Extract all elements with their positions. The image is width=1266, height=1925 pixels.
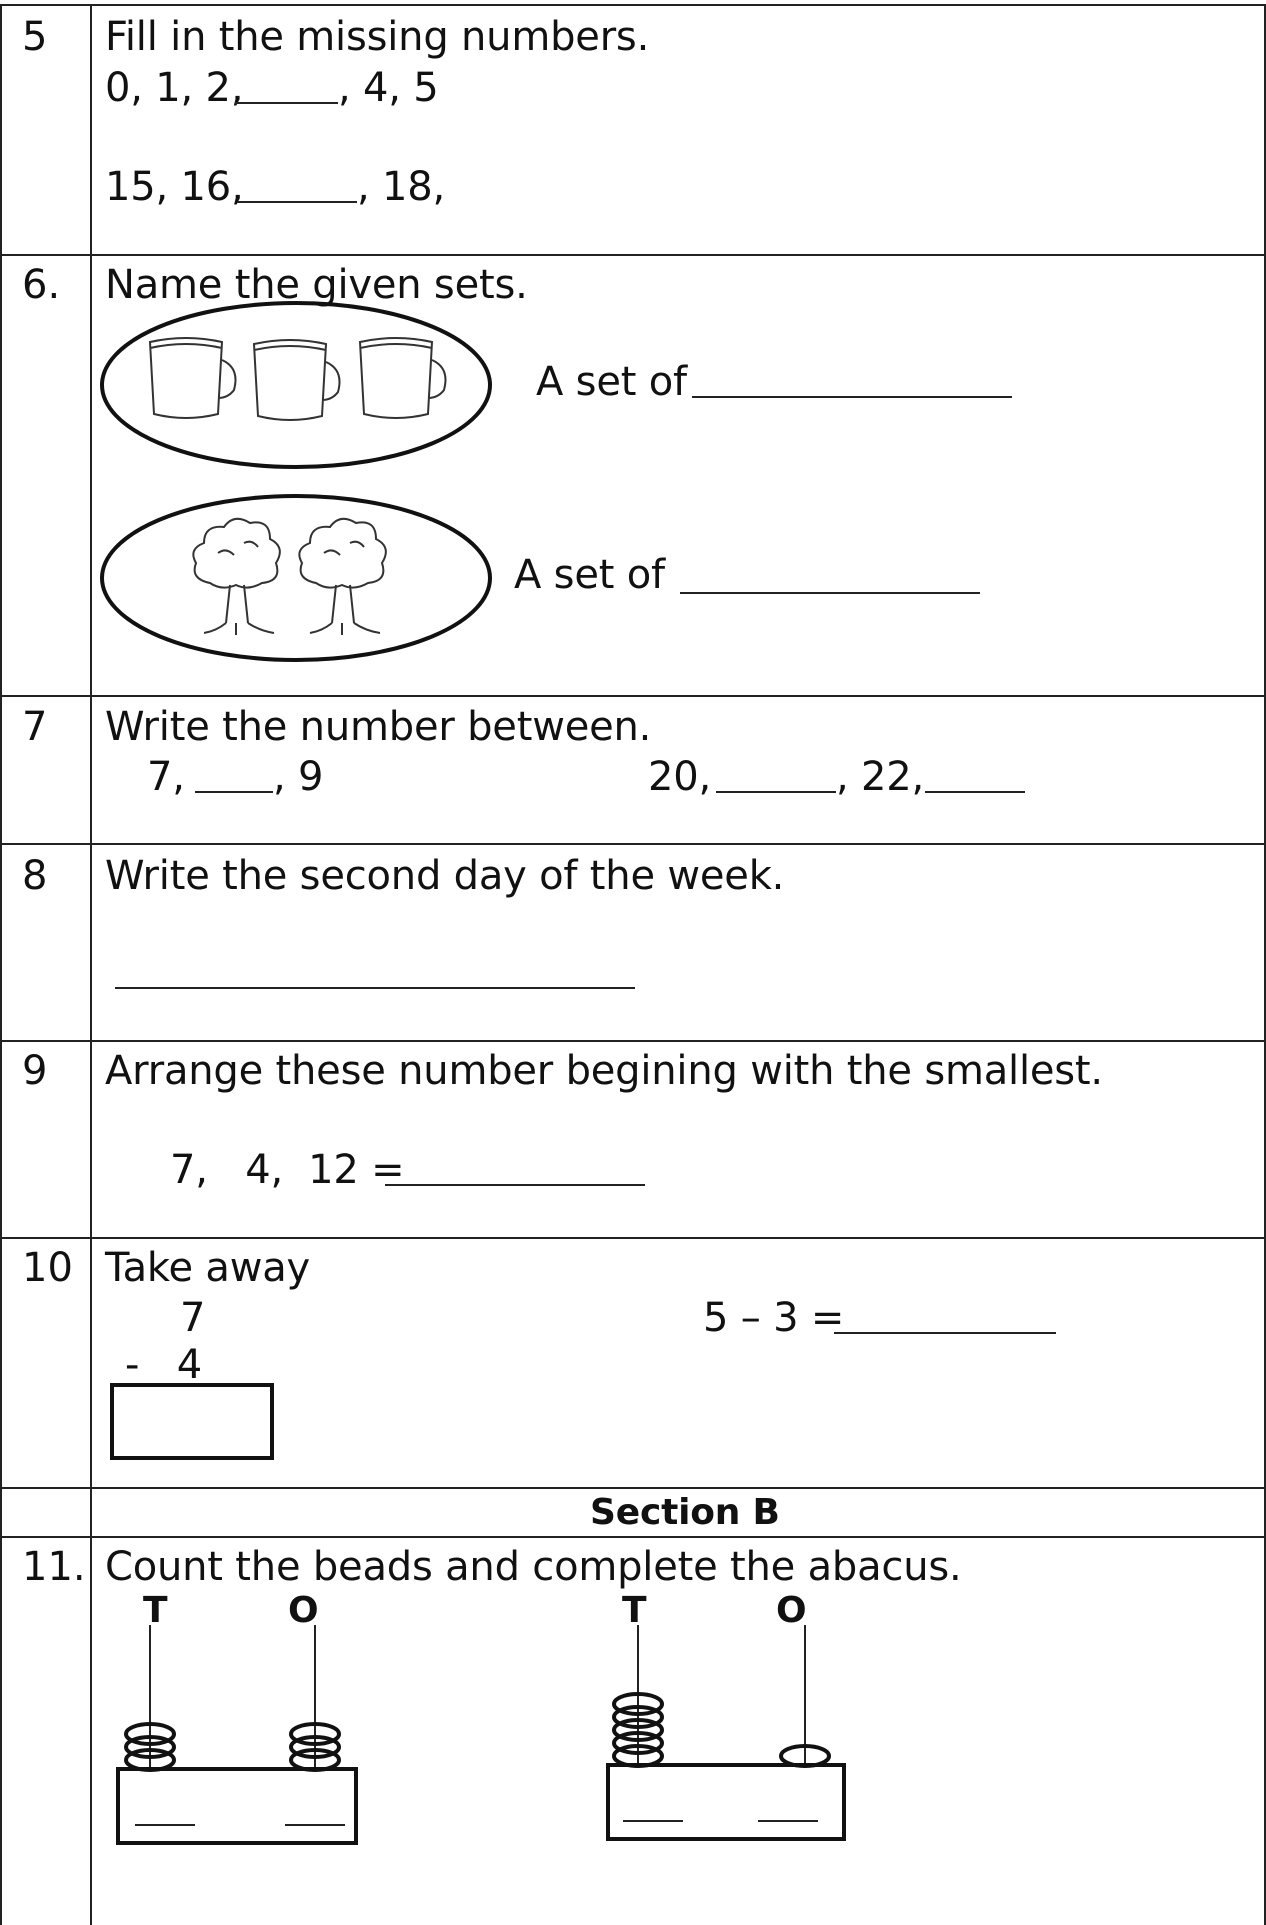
tree-icon [193, 519, 280, 635]
answer-blank[interactable] [716, 791, 836, 793]
row-divider [0, 1237, 1266, 1239]
answer-blank[interactable] [925, 791, 1025, 793]
abacus-base [118, 1769, 356, 1843]
answer-box[interactable] [110, 1383, 274, 1460]
answer-blank[interactable] [237, 201, 357, 203]
row-divider [0, 1536, 1266, 1538]
row-divider [0, 1487, 1266, 1489]
section-title: Section B [590, 1492, 780, 1533]
sequence-text: 0, 1, 2, [105, 65, 256, 111]
row-divider [0, 695, 1266, 697]
table-border-top [0, 4, 1266, 6]
set-oval-trees [100, 493, 500, 663]
question-number: 9 [22, 1048, 48, 1094]
question-number: 8 [22, 853, 48, 899]
question-instruction: Name the given sets. [105, 262, 528, 308]
tens-label: T [143, 1590, 168, 1631]
set-label: A set of [514, 552, 665, 598]
column-divider [90, 4, 92, 1925]
question-instruction: Count the beads and complete the abacus. [105, 1544, 962, 1590]
question-number: 11. [22, 1544, 86, 1590]
question-instruction: Arrange these number begining with the smallest. [105, 1048, 1103, 1094]
ones-label: O [776, 1590, 807, 1631]
question-instruction: Take away [105, 1245, 310, 1291]
set-label: A set of [536, 359, 687, 405]
question-instruction: Fill in the missing numbers. [105, 14, 650, 60]
answer-blank[interactable] [834, 1332, 1056, 1334]
answer-blank[interactable] [195, 791, 273, 793]
set-oval-cups [100, 300, 500, 470]
sequence-text: , 9 [273, 754, 324, 800]
sequence-text: 7, [147, 754, 198, 800]
cup-icon [254, 340, 340, 420]
row-divider [0, 254, 1266, 256]
subtraction-top: 7 [180, 1295, 206, 1341]
abacus-base [608, 1765, 844, 1839]
question-instruction: Write the second day of the week. [105, 853, 785, 899]
abacus-2 [598, 1625, 858, 1850]
subtraction-bottom: - 4 [125, 1342, 203, 1388]
sequence-text: , 18, [357, 164, 446, 210]
question-number: 5 [22, 14, 48, 60]
tree-icon [299, 519, 386, 635]
sequence-text: 20, [648, 754, 724, 800]
answer-blank[interactable] [692, 396, 1012, 398]
question-number: 10 [22, 1245, 73, 1291]
row-divider [0, 1040, 1266, 1042]
row-divider [0, 843, 1266, 845]
sequence-text: 15, 16, [105, 164, 257, 210]
table-border-left [0, 4, 2, 1925]
answer-blank[interactable] [115, 987, 635, 989]
answer-blank[interactable] [235, 102, 338, 104]
number-list: 7, 4, 12 = [170, 1147, 405, 1193]
question-number: 7 [22, 704, 48, 750]
cup-icon [150, 338, 236, 418]
abacus-1 [110, 1625, 370, 1850]
sequence-text: , 4, 5 [338, 65, 439, 111]
question-number: 6. [22, 262, 61, 308]
cup-icon [360, 338, 446, 418]
answer-blank[interactable] [385, 1184, 645, 1186]
sequence-text: , 22, [836, 754, 937, 800]
equation-text: 5 – 3 = [703, 1295, 845, 1341]
answer-blank[interactable] [680, 592, 980, 594]
question-instruction: Write the number between. [105, 704, 652, 750]
ones-label: O [288, 1590, 319, 1631]
tens-label: T [622, 1590, 647, 1631]
